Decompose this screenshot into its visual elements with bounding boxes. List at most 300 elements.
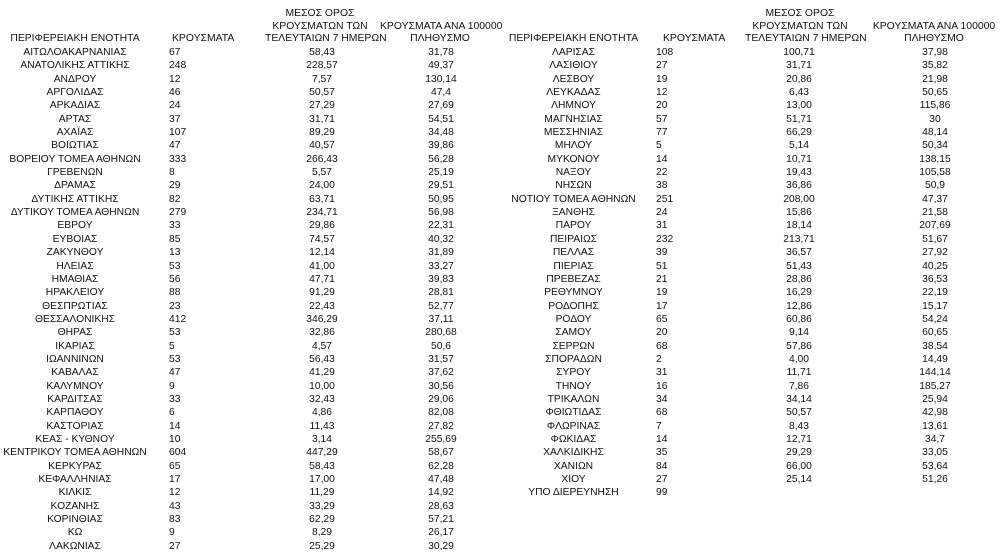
avg-7day-cell: 66,00 bbox=[786, 460, 812, 472]
table-row bbox=[505, 286, 1000, 299]
table-row bbox=[505, 59, 1000, 72]
region-name-cell: ΑΡΤΑΣ bbox=[58, 113, 92, 125]
table-row bbox=[0, 486, 496, 499]
cases-cell: 251 bbox=[656, 193, 674, 205]
per-100000-cell: 144,14 bbox=[919, 367, 951, 379]
per-100000-cell: 30,56 bbox=[428, 380, 454, 392]
cases-cell: 67 bbox=[169, 47, 181, 58]
avg-7day-cell: 4,86 bbox=[311, 407, 333, 419]
per-100000-cell: 54,51 bbox=[428, 113, 454, 125]
avg-7day-cell: 60,86 bbox=[786, 313, 812, 325]
per-100000-cell: 115,86 bbox=[919, 100, 951, 112]
table-row bbox=[505, 153, 1000, 166]
cases-cell: 53 bbox=[169, 327, 181, 339]
avg-7day-cell: 208,00 bbox=[783, 193, 815, 205]
table-row bbox=[505, 126, 1000, 139]
cases-cell: 12 bbox=[656, 87, 668, 99]
avg-7day-cell: 63,71 bbox=[309, 193, 335, 205]
table-row bbox=[0, 99, 496, 112]
avg-7day-cell: 17,00 bbox=[309, 474, 335, 485]
avg-7day-cell: 16,29 bbox=[786, 287, 812, 299]
cases-cell: 47 bbox=[169, 140, 181, 152]
avg-7day-cell: 22,43 bbox=[309, 300, 335, 312]
avg-7day-cell: 27,29 bbox=[309, 100, 335, 112]
region-name-cell: ΚΟΡΙΝΘΙΑΣ bbox=[47, 514, 103, 526]
cases-cell: 46 bbox=[169, 87, 181, 99]
table-row bbox=[0, 446, 496, 459]
per-100000-cell: 37,62 bbox=[428, 367, 454, 379]
region-name-cell: ΚΕΝΤΡΙΚΟΥ ΤΟΜΕΑ ΑΘΗΝΩΝ bbox=[3, 447, 147, 459]
table-row bbox=[505, 326, 1000, 339]
avg-7day-cell: 51,43 bbox=[786, 260, 812, 272]
region-name-cell: ΘΕΣΠΡΩΤΙΑΣ bbox=[42, 300, 108, 312]
region-name-cell: ΡΟΔΟΥ bbox=[555, 313, 592, 325]
cases-cell: 108 bbox=[656, 47, 674, 58]
avg-7day-cell: 100,71 bbox=[783, 47, 815, 58]
table-row bbox=[0, 179, 496, 192]
cases-cell: 6 bbox=[169, 407, 175, 419]
region-name-cell: ΛΑΡΙΣΑΣ bbox=[551, 47, 596, 58]
table-row bbox=[505, 460, 1000, 473]
per-100000-cell: 21,58 bbox=[922, 207, 948, 219]
avg-7day-cell: 25,14 bbox=[786, 474, 812, 485]
per-100000-cell: 47,37 bbox=[922, 193, 948, 205]
per-100000-cell: 53,64 bbox=[922, 460, 948, 472]
region-name-cell: ΛΑΣΙΘΙΟΥ bbox=[549, 60, 598, 72]
table-row bbox=[505, 166, 1000, 179]
table-row bbox=[505, 46, 1000, 59]
table-row bbox=[0, 340, 496, 353]
avg-7day-cell: 8,29 bbox=[311, 527, 333, 539]
table-row bbox=[505, 486, 1000, 499]
avg-7day-cell: 234,71 bbox=[306, 207, 338, 219]
avg-7day-cell: 47,71 bbox=[309, 273, 335, 285]
avg-7day-cell: 13,00 bbox=[786, 100, 812, 112]
avg-7day-cell: 11,71 bbox=[786, 367, 812, 379]
region-name-cell: ΚΕΑΣ - ΚΥΘΝΟΥ bbox=[35, 433, 115, 445]
region-name-cell: ΝΑΞΟΥ bbox=[555, 167, 592, 179]
cases-cell: 107 bbox=[169, 127, 187, 139]
avg-7day-cell: 31,71 bbox=[309, 113, 335, 125]
cases-cell: 5 bbox=[169, 340, 175, 352]
region-name-cell: ΔΡΑΜΑΣ bbox=[54, 180, 96, 192]
region-name-cell: ΛΕΥΚΑΔΑΣ bbox=[546, 87, 601, 99]
table-row bbox=[0, 433, 496, 446]
avg-7day-cell: 5,14 bbox=[788, 140, 810, 152]
per-100000-cell: 185,27 bbox=[919, 380, 951, 392]
per-100000-cell: 42,98 bbox=[922, 407, 948, 419]
region-name-cell: ΚΙΛΚΙΣ bbox=[58, 487, 92, 499]
region-name-cell: ΚΕΡΚΥΡΑΣ bbox=[48, 460, 102, 472]
per-100000-cell: 31,89 bbox=[428, 247, 454, 259]
table-row bbox=[0, 500, 496, 513]
avg-7day-cell: 4,00 bbox=[788, 353, 810, 365]
region-name-cell: ΠΕΛΛΑΣ bbox=[552, 247, 595, 259]
per-100000-cell: 37,11 bbox=[428, 313, 454, 325]
avg-7day-cell: 91,29 bbox=[309, 287, 335, 299]
region-name-cell: ΧΑΛΚΙΔΙΚΗΣ bbox=[543, 447, 604, 459]
per-100000-cell: 48,14 bbox=[922, 127, 948, 139]
cases-cell: 68 bbox=[656, 407, 668, 419]
avg-7day-cell: 4,57 bbox=[311, 340, 333, 352]
cases-cell: 9 bbox=[169, 527, 175, 539]
per-100000-cell: 82,08 bbox=[428, 407, 454, 419]
cases-cell: 5 bbox=[656, 140, 662, 152]
per-100000-cell: 31,78 bbox=[428, 47, 454, 58]
region-name-cell: ΚΕΦΑΛΛΗΝΙΑΣ bbox=[38, 474, 112, 485]
avg-7day-cell: 62,29 bbox=[309, 514, 335, 526]
right-table-body bbox=[505, 46, 1000, 500]
per-100000-cell: 31,57 bbox=[428, 353, 454, 365]
avg-7day-cell: 50,57 bbox=[786, 407, 812, 419]
region-name-cell: ΚΑΒΑΛΑΣ bbox=[51, 367, 99, 379]
per-100000-cell: 58,67 bbox=[428, 447, 454, 459]
region-name-cell: ΦΩΚΙΔΑΣ bbox=[550, 433, 597, 445]
avg-7day-cell: 33,29 bbox=[309, 500, 335, 512]
table-row bbox=[505, 406, 1000, 419]
region-name-cell: ΠΡΕΒΕΖΑΣ bbox=[546, 273, 601, 285]
cases-cell: 248 bbox=[169, 60, 187, 72]
cases-cell: 43 bbox=[169, 500, 181, 512]
per-100000-cell: 57,21 bbox=[428, 514, 454, 526]
cases-cell: 31 bbox=[656, 367, 668, 379]
per-100000-cell: 37,98 bbox=[922, 47, 948, 58]
table-row bbox=[505, 233, 1000, 246]
per-100000-cell: 39,83 bbox=[428, 273, 454, 285]
avg-7day-cell: 36,86 bbox=[786, 180, 812, 192]
avg-7day-cell: 15,86 bbox=[786, 207, 812, 219]
cases-cell: 13 bbox=[169, 247, 181, 259]
per-100000-cell: 27,82 bbox=[428, 420, 454, 432]
avg-7day-cell: 213,71 bbox=[783, 233, 815, 245]
region-name-cell: ΧΙΟΥ bbox=[561, 474, 586, 485]
table-row bbox=[505, 99, 1000, 112]
cases-cell: 27 bbox=[656, 60, 668, 72]
avg-7day-cell: 56,43 bbox=[309, 353, 335, 365]
per-100000-cell: 33,05 bbox=[922, 447, 948, 459]
cases-cell: 85 bbox=[169, 233, 181, 245]
region-name-cell: ΧΑΝΙΩΝ bbox=[553, 460, 594, 472]
table-row bbox=[505, 353, 1000, 366]
table-row bbox=[0, 326, 496, 339]
table-row bbox=[0, 219, 496, 232]
avg-7day-cell: 32,86 bbox=[309, 327, 335, 339]
region-name-cell: ΑΝΔΡΟΥ bbox=[53, 73, 97, 85]
header-cases-per-100000: ΚΡΟΥΣΜΑΤΑ ΑΝΑ 100000 ΠΛΗΘΥΣΜΟ bbox=[872, 20, 996, 45]
cases-cell: 7 bbox=[656, 420, 662, 432]
region-name-cell: ΚΑΡΠΑΘΟΥ bbox=[46, 407, 104, 419]
table-row bbox=[0, 46, 496, 59]
cases-cell: 12 bbox=[169, 487, 181, 499]
per-100000-cell: 25,19 bbox=[428, 167, 454, 179]
avg-7day-cell: 18,14 bbox=[786, 220, 812, 232]
cases-cell: 99 bbox=[656, 487, 668, 499]
table-row bbox=[505, 273, 1000, 286]
per-100000-cell: 56,28 bbox=[428, 153, 454, 165]
table-row bbox=[505, 113, 1000, 126]
region-name-cell: ΖΑΚΥΝΘΟΥ bbox=[46, 247, 104, 259]
per-100000-cell: 52,77 bbox=[428, 300, 454, 312]
per-100000-cell: 30,29 bbox=[428, 540, 454, 552]
per-100000-cell: 60,65 bbox=[922, 327, 948, 339]
per-100000-cell: 50,65 bbox=[922, 87, 948, 99]
header-cases: ΚΡΟΥΣΜΑΤΑ bbox=[172, 33, 235, 45]
avg-7day-cell: 89,29 bbox=[309, 127, 335, 139]
cases-cell: 279 bbox=[169, 207, 187, 219]
cases-cell: 10 bbox=[169, 433, 181, 445]
region-name-cell: ΣΠΟΡΑΔΩΝ bbox=[545, 353, 602, 365]
table-row bbox=[505, 393, 1000, 406]
avg-7day-cell: 51,71 bbox=[786, 113, 812, 125]
avg-7day-cell: 10,71 bbox=[786, 153, 812, 165]
region-name-cell: ΥΠΟ ΔΙΕΡΕΥΝΗΣΗ bbox=[528, 487, 619, 499]
table-row bbox=[505, 473, 1000, 486]
table-row bbox=[0, 420, 496, 433]
cases-cell: 68 bbox=[656, 340, 668, 352]
region-name-cell: ΒΟΙΩΤΙΑΣ bbox=[51, 140, 99, 152]
avg-7day-cell: 34,14 bbox=[786, 393, 812, 405]
avg-7day-cell: 12,86 bbox=[786, 300, 812, 312]
cases-cell: 51 bbox=[656, 260, 668, 272]
cases-cell: 412 bbox=[169, 313, 187, 325]
table-row bbox=[505, 446, 1000, 459]
region-name-cell: ΓΡΕΒΕΝΩΝ bbox=[47, 167, 103, 179]
region-name-cell: ΛΕΣΒΟΥ bbox=[552, 73, 595, 85]
avg-7day-cell: 19,43 bbox=[786, 167, 812, 179]
table-row bbox=[0, 513, 496, 526]
per-100000-cell: 47,4 bbox=[430, 87, 452, 99]
table-row bbox=[0, 260, 496, 273]
per-100000-cell: 280,68 bbox=[425, 327, 457, 339]
header-7day-average: ΜΕΣΟΣ ΟΡΟΣ ΚΡΟΥΣΜΑΤΩΝ ΤΩΝ ΤΕΛΕΥΤΑΙΩΝ 7 ΗΜΕΡΩΝ bbox=[745, 8, 867, 45]
table-row bbox=[0, 273, 496, 286]
cases-cell: 2 bbox=[656, 353, 662, 365]
table-row bbox=[0, 206, 496, 219]
region-name-cell: ΔΥΤΙΚΟΥ ΤΟΜΕΑ ΑΘΗΝΩΝ bbox=[10, 207, 140, 219]
per-100000-cell: 56,98 bbox=[428, 207, 454, 219]
header-region: ΠΕΡΙΦΕΡΕΙΑΚΗ ΕΝΟΤΗΤΑ bbox=[508, 33, 639, 45]
avg-7day-cell: 28,86 bbox=[786, 273, 812, 285]
per-100000-cell: 47,48 bbox=[428, 474, 454, 485]
cases-cell: 38 bbox=[656, 180, 668, 192]
table-row bbox=[505, 380, 1000, 393]
avg-7day-cell: 41,29 bbox=[309, 367, 335, 379]
table-row bbox=[0, 246, 496, 259]
table-row bbox=[505, 73, 1000, 86]
avg-7day-cell: 266,43 bbox=[306, 153, 338, 165]
avg-7day-cell: 9,14 bbox=[788, 327, 810, 339]
avg-7day-cell: 40,57 bbox=[309, 140, 335, 152]
table-row bbox=[0, 73, 496, 86]
avg-7day-cell: 24,00 bbox=[309, 180, 335, 192]
table-row bbox=[0, 153, 496, 166]
avg-7day-cell: 7,57 bbox=[311, 73, 333, 85]
avg-7day-cell: 10,00 bbox=[309, 380, 335, 392]
table-row bbox=[505, 366, 1000, 379]
table-row bbox=[0, 300, 496, 313]
cases-cell: 65 bbox=[169, 460, 181, 472]
left-table-body bbox=[0, 46, 496, 553]
per-100000-cell: 51,67 bbox=[922, 233, 948, 245]
per-100000-cell: 21,98 bbox=[922, 73, 948, 85]
per-100000-cell: 40,32 bbox=[428, 233, 454, 245]
avg-7day-cell: 11,43 bbox=[309, 420, 335, 432]
cases-cell: 333 bbox=[169, 153, 187, 165]
avg-7day-cell: 8,43 bbox=[788, 420, 810, 432]
table-row bbox=[505, 420, 1000, 433]
per-100000-cell: 54,24 bbox=[922, 313, 948, 325]
region-name-cell: ΙΩΑΝΝΙΝΩΝ bbox=[46, 353, 104, 365]
per-100000-cell: 26,17 bbox=[428, 527, 454, 539]
cases-cell: 12 bbox=[169, 73, 181, 85]
table-row bbox=[0, 86, 496, 99]
avg-7day-cell: 50,57 bbox=[309, 87, 335, 99]
region-name-cell: ΜΥΚΟΝΟΥ bbox=[547, 153, 600, 165]
per-100000-cell: 33,27 bbox=[428, 260, 454, 272]
per-100000-cell: 29,06 bbox=[428, 393, 454, 405]
table-row bbox=[0, 460, 496, 473]
cases-cell: 35 bbox=[656, 447, 668, 459]
cases-cell: 24 bbox=[169, 100, 181, 112]
per-100000-cell: 39,86 bbox=[428, 140, 454, 152]
per-100000-cell: 40,25 bbox=[922, 260, 948, 272]
per-100000-cell: 22,19 bbox=[922, 287, 948, 299]
cases-cell: 19 bbox=[656, 73, 668, 85]
region-name-cell: ΚΑΡΔΙΤΣΑΣ bbox=[47, 393, 103, 405]
cases-cell: 47 bbox=[169, 367, 181, 379]
region-name-cell: ΣΥΡΟΥ bbox=[556, 367, 591, 379]
region-name-cell: ΑΝΑΤΟΛΙΚΗΣ ΑΤΤΙΚΗΣ bbox=[20, 60, 130, 72]
per-100000-cell: 49,37 bbox=[428, 60, 454, 72]
region-name-cell: ΦΛΩΡΙΝΑΣ bbox=[546, 420, 601, 432]
avg-7day-cell: 36,57 bbox=[786, 247, 812, 259]
avg-7day-cell: 32,43 bbox=[309, 393, 335, 405]
cases-cell: 14 bbox=[169, 420, 181, 432]
avg-7day-cell: 11,29 bbox=[309, 487, 335, 499]
avg-7day-cell: 12,14 bbox=[309, 247, 335, 259]
header-region: ΠΕΡΙΦΕΡΕΙΑΚΗ ΕΝΟΤΗΤΑ bbox=[10, 33, 140, 45]
region-name-cell: ΛΑΚΩΝΙΑΣ bbox=[49, 540, 101, 552]
region-name-cell: ΤΡΙΚΑΛΩΝ bbox=[547, 393, 600, 405]
region-name-cell: ΑΡΚΑΔΙΑΣ bbox=[49, 100, 101, 112]
region-name-cell: ΚΩ bbox=[67, 527, 83, 539]
avg-7day-cell: 12,71 bbox=[786, 433, 812, 445]
cases-cell: 31 bbox=[656, 220, 668, 232]
per-100000-cell: 105,58 bbox=[919, 167, 951, 179]
cases-cell: 82 bbox=[169, 193, 181, 205]
avg-7day-cell: 6,43 bbox=[788, 87, 810, 99]
cases-cell: 17 bbox=[169, 474, 181, 485]
cases-cell: 84 bbox=[656, 460, 668, 472]
per-100000-cell: 30 bbox=[929, 113, 941, 125]
region-name-cell: ΠΑΡΟΥ bbox=[555, 220, 592, 232]
cases-cell: 8 bbox=[169, 167, 175, 179]
region-name-cell: ΒΟΡΕΙΟΥ ΤΟΜΕΑ ΑΘΗΝΩΝ bbox=[9, 153, 141, 165]
header-cases: ΚΡΟΥΣΜΑΤΑ bbox=[663, 33, 726, 45]
region-name-cell: ΑΧΑΪΑΣ bbox=[56, 127, 94, 139]
per-100000-cell: 27,92 bbox=[922, 247, 948, 259]
table-row bbox=[0, 166, 496, 179]
table-row bbox=[0, 526, 496, 539]
cases-cell: 16 bbox=[656, 380, 668, 392]
table-row bbox=[505, 193, 1000, 206]
region-name-cell: ΡΕΘΥΜΝΟΥ bbox=[544, 287, 603, 299]
cases-cell: 83 bbox=[169, 514, 181, 526]
region-name-cell: ΝΟΤΙΟΥ ΤΟΜΕΑ ΑΘΗΝΩΝ bbox=[511, 193, 636, 205]
avg-7day-cell: 3,14 bbox=[311, 433, 333, 445]
header-cases-per-100000: ΚΡΟΥΣΜΑΤΑ ΑΝΑ 100000 ΠΛΗΘΥΣΜΟ bbox=[380, 20, 503, 45]
region-name-cell: ΚΟΖΑΝΗΣ bbox=[50, 500, 100, 512]
per-100000-cell: 50,34 bbox=[922, 140, 948, 152]
cases-cell: 23 bbox=[169, 300, 181, 312]
table-row bbox=[505, 206, 1000, 219]
per-100000-cell: 29,51 bbox=[428, 180, 454, 192]
avg-7day-cell: 20,86 bbox=[786, 73, 812, 85]
region-name-cell: ΕΒΡΟΥ bbox=[57, 220, 93, 232]
table-row bbox=[0, 540, 496, 553]
region-name-cell: ΠΙΕΡΙΑΣ bbox=[553, 260, 594, 272]
table-row bbox=[0, 113, 496, 126]
per-100000-cell: 14,92 bbox=[428, 487, 454, 499]
region-name-cell: ΛΗΜΝΟΥ bbox=[551, 100, 596, 112]
table-row bbox=[0, 313, 496, 326]
region-name-cell: ΝΗΣΩΝ bbox=[555, 180, 592, 192]
region-name-cell: ΗΛΕΙΑΣ bbox=[56, 260, 94, 272]
cases-cell: 14 bbox=[656, 153, 668, 165]
avg-7day-cell: 29,29 bbox=[786, 447, 812, 459]
cases-cell: 77 bbox=[656, 127, 668, 139]
region-name-cell: ΜΕΣΣΗΝΙΑΣ bbox=[543, 127, 604, 139]
avg-7day-cell: 447,29 bbox=[306, 447, 338, 459]
table-row bbox=[505, 179, 1000, 192]
region-name-cell: ΚΑΛΥΜΝΟΥ bbox=[46, 380, 104, 392]
avg-7day-cell: 346,29 bbox=[306, 313, 338, 325]
avg-7day-cell: 58,43 bbox=[309, 460, 335, 472]
cases-cell: 27 bbox=[169, 540, 181, 552]
per-100000-cell: 14,49 bbox=[922, 353, 948, 365]
cases-cell: 57 bbox=[656, 113, 668, 125]
avg-7day-cell: 29,86 bbox=[309, 220, 335, 232]
cases-cell: 88 bbox=[169, 287, 181, 299]
table-row bbox=[0, 366, 496, 379]
cases-cell: 20 bbox=[656, 327, 668, 339]
table-row bbox=[0, 139, 496, 152]
per-100000-cell: 50,9 bbox=[924, 180, 946, 192]
per-100000-cell: 62,28 bbox=[428, 460, 454, 472]
cases-cell: 19 bbox=[656, 287, 668, 299]
table-row bbox=[0, 59, 496, 72]
per-100000-cell: 34,48 bbox=[428, 127, 454, 139]
table-row bbox=[505, 260, 1000, 273]
table-row bbox=[505, 139, 1000, 152]
region-name-cell: ΞΑΝΘΗΣ bbox=[552, 207, 595, 219]
region-name-cell: ΤΗΝΟΥ bbox=[555, 380, 592, 392]
per-100000-cell: 36,53 bbox=[922, 273, 948, 285]
cases-cell: 29 bbox=[169, 180, 181, 192]
table-row bbox=[0, 126, 496, 139]
per-100000-cell: 22,31 bbox=[428, 220, 454, 232]
region-name-cell: ΑΡΓΟΛΙΔΑΣ bbox=[46, 87, 104, 99]
per-100000-cell: 207,69 bbox=[919, 220, 951, 232]
cases-cell: 24 bbox=[656, 207, 668, 219]
region-name-cell: ΕΥΒΟΙΑΣ bbox=[52, 233, 98, 245]
cases-cell: 34 bbox=[656, 393, 668, 405]
per-100000-cell: 138,15 bbox=[919, 153, 951, 165]
cases-cell: 21 bbox=[656, 273, 668, 285]
region-name-cell: ΘΕΣΣΑΛΟΝΙΚΗΣ bbox=[34, 313, 116, 325]
cases-cell: 53 bbox=[169, 260, 181, 272]
per-100000-cell: 13,61 bbox=[922, 420, 948, 432]
